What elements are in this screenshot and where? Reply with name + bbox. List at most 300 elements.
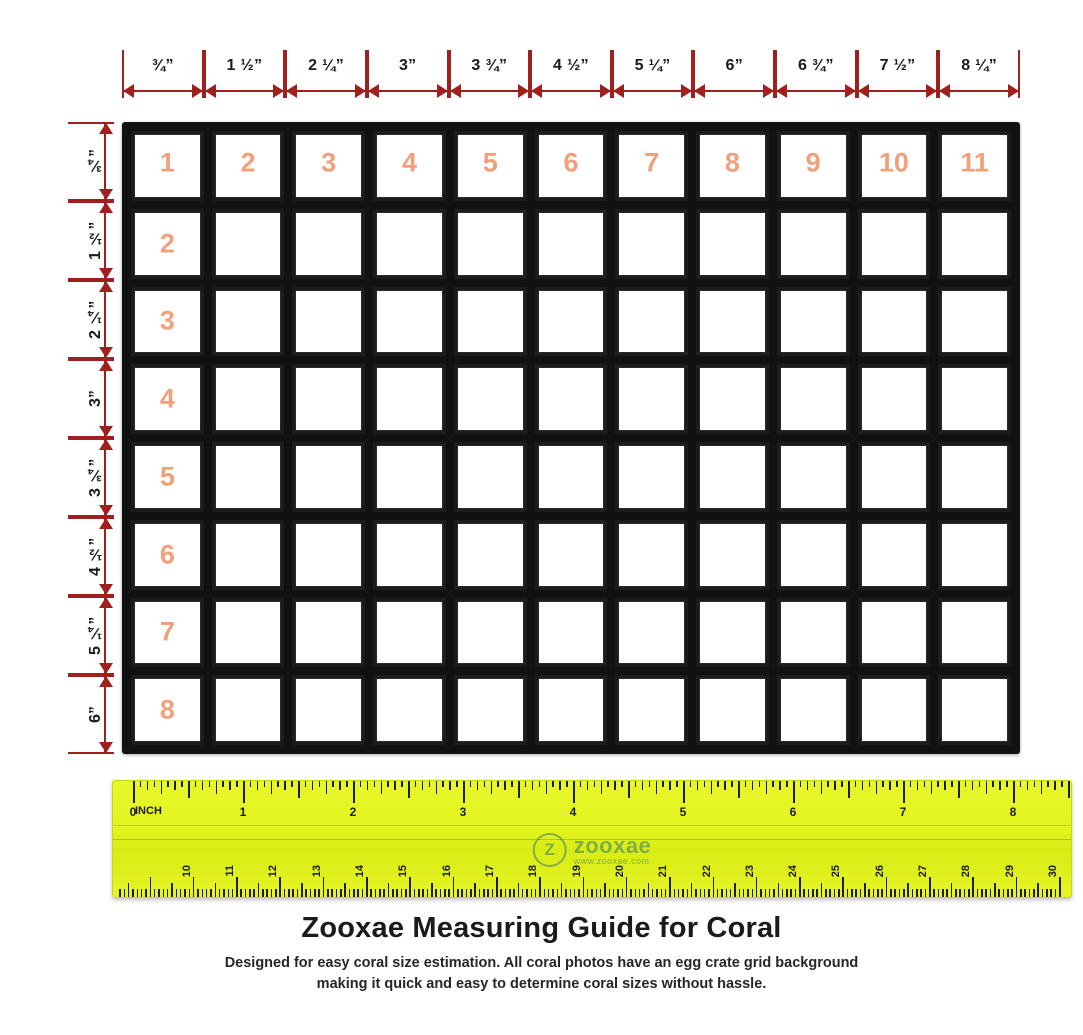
ruler-inch-number: 7 <box>899 805 907 819</box>
ruler-tick <box>1020 889 1022 897</box>
ruler-tick <box>760 889 762 897</box>
arrow-right-icon <box>273 84 284 98</box>
grid-row-number: 3 <box>159 305 175 336</box>
ruler-tick <box>1024 889 1026 897</box>
grid-cell <box>454 364 527 434</box>
ruler-tick <box>1047 781 1049 787</box>
ruler-tick <box>497 781 499 787</box>
horizontal-scale-label: 2 ¼” <box>308 57 345 74</box>
ruler-tick <box>1050 889 1052 897</box>
grid-cell <box>615 209 688 279</box>
ruler-tick <box>652 889 654 897</box>
ruler-tick <box>444 889 446 897</box>
ruler-tick <box>245 889 247 897</box>
arrow-left-icon <box>123 84 134 98</box>
grid-cell <box>373 442 446 512</box>
ruler-tick <box>319 781 321 787</box>
ruler-tick <box>137 889 139 897</box>
vertical-scale-segment <box>58 359 116 438</box>
ruler-tick <box>197 889 199 897</box>
horizontal-scale-label: 6” <box>725 57 744 74</box>
grid-cell <box>292 364 365 434</box>
ruler-tick <box>946 889 948 897</box>
grid-cell <box>212 209 285 279</box>
grid-cell <box>938 520 1011 590</box>
ruler-tick <box>163 889 165 897</box>
ruler-tick <box>607 781 609 787</box>
grid-cell <box>212 520 285 590</box>
grid-row-number: 5 <box>159 461 175 492</box>
grid-cell <box>373 520 446 590</box>
ruler-tick <box>1033 889 1035 897</box>
horizontal-scale-segment <box>204 50 286 112</box>
caption-line-2: making it quick and easy to determine coral sizes without hassle. <box>316 976 767 993</box>
ruler-tick <box>724 781 726 790</box>
ruler-cm-number: 30 <box>1047 864 1059 877</box>
ruler-tick <box>362 889 364 897</box>
ruler-tick <box>360 781 362 787</box>
ruler-tick <box>766 781 768 794</box>
arrow-right-icon <box>763 84 774 98</box>
ruler-tick <box>312 781 314 790</box>
ruler-tick <box>578 889 580 897</box>
ruler-tick <box>228 889 230 897</box>
ruler-tick <box>535 889 537 897</box>
horizontal-scale-label: 5 ¼” <box>634 57 671 74</box>
horizontal-scale-segment <box>857 50 939 112</box>
grid-cell <box>938 364 1011 434</box>
ruler-tick <box>708 889 710 897</box>
horizontal-scale-segment <box>693 50 775 112</box>
grid-cell <box>292 131 365 201</box>
ruler-tick <box>264 781 266 787</box>
ruler-tick <box>683 781 685 803</box>
ruler-tick <box>401 889 403 897</box>
ruler-tick <box>890 889 892 897</box>
ruler-tick <box>243 781 245 803</box>
grid-cell <box>535 209 608 279</box>
grid-cell <box>696 364 769 434</box>
ruler-tick <box>1029 889 1031 897</box>
ruler-tick <box>180 889 182 897</box>
ruler-tick <box>405 889 407 897</box>
grid-cell <box>131 675 204 745</box>
ruler-tick <box>210 889 212 897</box>
ruler-tick <box>990 889 992 897</box>
ruler-tick <box>925 889 927 897</box>
grid-cell <box>454 442 527 512</box>
ruler-graphic <box>112 780 1072 898</box>
ruler-cm-number: 27 <box>917 864 930 877</box>
arrow-left-icon <box>205 84 216 98</box>
brand-name: zooxae <box>573 832 652 858</box>
ruler-tick <box>383 889 385 897</box>
grid-cell <box>212 442 285 512</box>
ruler-tick <box>587 781 589 790</box>
ruler-tick <box>1046 889 1048 897</box>
ruler-tick <box>700 889 702 897</box>
ruler-tick <box>662 781 664 787</box>
grid-cell <box>858 287 931 357</box>
grid-cell <box>454 520 527 590</box>
grid-cell <box>615 520 688 590</box>
grid-cell <box>535 131 608 201</box>
grid-cell <box>777 442 850 512</box>
ruler-tick <box>711 781 713 794</box>
arrow-right-icon <box>600 84 611 98</box>
ruler-tick <box>626 877 628 897</box>
ruler-tick <box>964 889 966 897</box>
ruler-tick <box>769 889 771 897</box>
ruler-tick <box>882 781 884 787</box>
ruler-cm-number: 14 <box>354 864 367 877</box>
ruler-tick <box>1003 889 1005 897</box>
ruler-tick <box>704 889 706 897</box>
ruler-tick <box>544 889 546 897</box>
ruler-tick <box>570 889 572 897</box>
ruler-tick <box>730 889 732 897</box>
ruler-tick <box>977 889 979 897</box>
ruler-tick <box>1013 781 1015 803</box>
arrow-right-icon <box>437 84 448 98</box>
ruler-tick <box>171 883 173 897</box>
ruler-tick <box>795 889 797 897</box>
grid-cell <box>938 209 1011 279</box>
ruler-tick <box>250 781 252 787</box>
ruler-tick <box>470 781 472 787</box>
grid-cell <box>615 442 688 512</box>
arrow-left-icon <box>450 84 461 98</box>
ruler-tick <box>518 781 520 798</box>
grid-cell <box>777 675 850 745</box>
ruler-tick <box>827 781 829 787</box>
ruler-tick <box>894 889 896 897</box>
ruler-tick <box>236 781 238 787</box>
ruler-cm-number: 26 <box>873 864 886 877</box>
ruler-inch-number: 0 <box>129 805 137 819</box>
ruler-tick <box>717 781 719 787</box>
ruler-tick <box>860 889 862 897</box>
grid-cell <box>858 520 931 590</box>
ruler-tick <box>972 781 974 790</box>
horizontal-scale-segment <box>449 50 531 112</box>
ruler-tick <box>676 781 678 787</box>
ruler-tick <box>721 889 723 897</box>
ruler-tick <box>864 883 866 897</box>
grid-cell <box>131 131 204 201</box>
grid-column-number: 10 <box>878 147 909 178</box>
ruler-tick <box>613 889 615 897</box>
ruler-tick <box>209 781 211 787</box>
ruler-inch-number: 2 <box>349 805 357 819</box>
grid-cell <box>212 364 285 434</box>
ruler-tick <box>418 889 420 897</box>
ruler-tick <box>690 781 692 787</box>
ruler-tick <box>119 889 121 897</box>
ruler-tick <box>1054 781 1056 790</box>
ruler-tick <box>532 781 534 790</box>
ruler-tick <box>600 889 602 897</box>
ruler-tick <box>614 781 616 790</box>
grid-cell <box>131 364 204 434</box>
grid-cell <box>858 442 931 512</box>
ruler-tick <box>965 781 967 787</box>
ruler-tick <box>596 889 598 897</box>
grid-cell <box>212 598 285 668</box>
grid-cell <box>938 287 1011 357</box>
ruler-tick <box>367 781 369 790</box>
ruler-tick <box>298 781 300 798</box>
ruler-tick <box>526 889 528 897</box>
ruler-tick <box>167 781 169 787</box>
ruler-tick <box>141 889 143 897</box>
grid-cell <box>858 131 931 201</box>
ruler-tick <box>834 781 836 790</box>
ruler-tick <box>678 889 680 897</box>
ruler-tick <box>483 889 485 897</box>
ruler-tick <box>301 883 303 897</box>
ruler-tick <box>899 889 901 897</box>
grid-cell <box>777 209 850 279</box>
ruler-tick <box>981 889 983 897</box>
ruler-cm-number: 19 <box>570 864 583 877</box>
arrow-left-icon <box>368 84 379 98</box>
ruler-tick <box>318 889 320 897</box>
ruler-tick <box>275 889 277 897</box>
ruler-tick <box>821 883 823 897</box>
ruler-tick <box>565 889 567 897</box>
ruler-tick <box>559 781 561 790</box>
ruler-tick <box>942 889 944 897</box>
grid-cell <box>535 598 608 668</box>
ruler-tick <box>648 883 650 897</box>
grid-cell <box>292 287 365 357</box>
ruler-tick <box>931 781 933 794</box>
ruler-tick <box>552 889 554 897</box>
ruler-tick <box>881 889 883 897</box>
ruler-tick <box>193 877 195 897</box>
ruler-tick <box>370 889 372 897</box>
grid-cell <box>615 364 688 434</box>
grid-cell <box>535 287 608 357</box>
ruler-tick <box>622 889 624 897</box>
grid-cell <box>131 287 204 357</box>
ruler-tick <box>284 781 286 790</box>
ruler-tick <box>1061 781 1063 787</box>
ruler-tick <box>656 781 658 794</box>
grid-cell <box>696 287 769 357</box>
ruler-tick <box>747 889 749 897</box>
ruler-tick <box>786 889 788 897</box>
ruler-tick <box>756 877 758 897</box>
ruler-tick <box>697 781 699 790</box>
grid-cell <box>373 209 446 279</box>
ruler-tick <box>752 889 754 897</box>
ruler-tick <box>1006 781 1008 787</box>
ruler-tick <box>691 883 693 897</box>
grid-cell <box>696 598 769 668</box>
ruler-tick <box>236 877 238 897</box>
ruler-tick <box>695 889 697 897</box>
arrow-right-icon <box>845 84 856 98</box>
egg-crate-grid <box>122 122 1020 754</box>
ruler-tick <box>912 889 914 897</box>
vertical-scale-segment <box>58 675 116 754</box>
ruler-cm-number: 20 <box>613 864 626 877</box>
zooxae-watermark <box>533 833 652 867</box>
grid-cell <box>938 442 1011 512</box>
ruler-tick <box>573 781 575 803</box>
ruler-tick <box>985 889 987 897</box>
ruler-tick <box>639 889 641 897</box>
ruler-tick <box>635 889 637 897</box>
ruler-tick <box>408 781 410 798</box>
ruler-tick <box>461 889 463 897</box>
ruler-inch-number: 6 <box>789 805 797 819</box>
ruler-tick <box>561 883 563 897</box>
grid-cell <box>696 209 769 279</box>
arrow-right-icon <box>681 84 692 98</box>
vertical-scale-label: 6” <box>87 706 104 723</box>
arrow-right-icon <box>926 84 937 98</box>
grid-cell <box>373 675 446 745</box>
ruler-tick <box>1059 877 1061 897</box>
ruler-tick <box>601 781 603 794</box>
ruler-tick <box>704 781 706 787</box>
ruler-tick <box>986 781 988 794</box>
grid-row-number: 8 <box>159 694 175 725</box>
grid-cell <box>777 598 850 668</box>
ruler-tick <box>132 889 134 897</box>
ruler-tick <box>552 781 554 787</box>
grid-cell <box>858 598 931 668</box>
ruler-tick <box>799 877 801 897</box>
ruler-tick <box>838 889 840 897</box>
ruler-tick <box>628 781 630 798</box>
ruler-tick <box>790 889 792 897</box>
grid-cell <box>454 131 527 201</box>
ruler-tick <box>375 889 377 897</box>
ruler-tick <box>518 883 520 897</box>
ruler-tick <box>739 889 741 897</box>
ruler-tick <box>1055 889 1057 897</box>
ruler-tick <box>154 781 156 787</box>
ruler-tick <box>470 889 472 897</box>
ruler-tick <box>279 877 281 897</box>
ruler-tick <box>184 889 186 897</box>
ruler-tick <box>759 781 761 787</box>
ruler-tick <box>548 889 550 897</box>
ruler-tick <box>929 877 931 897</box>
ruler-inch-number: 4 <box>569 805 577 819</box>
ruler-tick <box>617 889 619 897</box>
ruler-tick <box>124 889 126 897</box>
ruler-tick <box>566 781 568 787</box>
ruler-tick <box>305 781 307 787</box>
ruler-tick <box>910 781 912 787</box>
ruler-tick <box>1034 781 1036 787</box>
grid-cell <box>131 209 204 279</box>
ruler-tick <box>531 889 533 897</box>
ruler-tick <box>147 781 149 790</box>
grid-cell <box>292 520 365 590</box>
ruler-tick <box>379 889 381 897</box>
ruler-tick <box>167 889 169 897</box>
ruler-tick <box>396 889 398 897</box>
ruler-tick <box>346 781 348 787</box>
ruler-tick <box>271 889 273 897</box>
horizontal-scale-segment <box>775 50 857 112</box>
ruler-tick <box>176 889 178 897</box>
grid-cell <box>131 520 204 590</box>
arrow-right-icon <box>518 84 529 98</box>
grid-cell <box>373 131 446 201</box>
grid-cell <box>777 287 850 357</box>
ruler-tick <box>886 877 888 897</box>
ruler-tick <box>829 889 831 897</box>
ruler-tick <box>456 781 458 787</box>
ruler-tick <box>253 889 255 897</box>
vertical-scale-segment <box>58 438 116 517</box>
vertical-scale-segment <box>58 280 116 359</box>
ruler-tick <box>422 781 424 790</box>
ruler-tick <box>174 781 176 790</box>
horizontal-scale-label: 3 ¾” <box>471 57 508 74</box>
grid-row-number: 2 <box>159 228 175 259</box>
ruler-tick <box>219 889 221 897</box>
ruler-tick <box>807 781 809 790</box>
ruler-tick <box>743 889 745 897</box>
horizontal-scale-label: ¾” <box>151 57 174 74</box>
ruler-tick <box>972 877 974 897</box>
ruler-tick <box>340 889 342 897</box>
ruler-inch-number: 5 <box>679 805 687 819</box>
ruler-tick <box>436 781 438 794</box>
ruler-inch-number: 8 <box>1009 805 1017 819</box>
horizontal-scale-label: 4 ½” <box>553 57 589 74</box>
ruler-tick <box>752 781 754 790</box>
ruler-tick <box>855 889 857 897</box>
ruler-cm-number: 18 <box>527 864 540 877</box>
ruler-tick <box>388 883 390 897</box>
ruler-tick <box>955 889 957 897</box>
ruler-tick <box>682 889 684 897</box>
ruler-tick <box>145 889 147 897</box>
ruler-tick <box>229 781 231 790</box>
arrow-left-icon <box>694 84 705 98</box>
ruler-tick <box>466 889 468 897</box>
ruler-tick <box>825 889 827 897</box>
ruler-tick <box>374 781 376 787</box>
grid-row-number: 6 <box>159 539 175 570</box>
ruler-cm-number: 29 <box>1003 864 1016 877</box>
ruler-tick <box>477 781 479 790</box>
ruler-tick <box>500 889 502 897</box>
ruler-tick <box>339 781 341 790</box>
ruler-tick <box>816 889 818 897</box>
ruler-tick <box>161 781 163 794</box>
ruler-tick <box>232 889 234 897</box>
ruler-cm-number: 13 <box>310 864 323 877</box>
ruler-tick <box>216 781 218 794</box>
caption-block <box>0 912 1083 995</box>
ruler-tick <box>448 889 450 897</box>
vertical-scale-label: 5 ¼” <box>87 616 104 655</box>
arrow-left-icon <box>613 84 624 98</box>
ruler-tick <box>779 781 781 790</box>
ruler-tick <box>133 781 135 803</box>
ruler-cm-number: 24 <box>787 864 800 877</box>
